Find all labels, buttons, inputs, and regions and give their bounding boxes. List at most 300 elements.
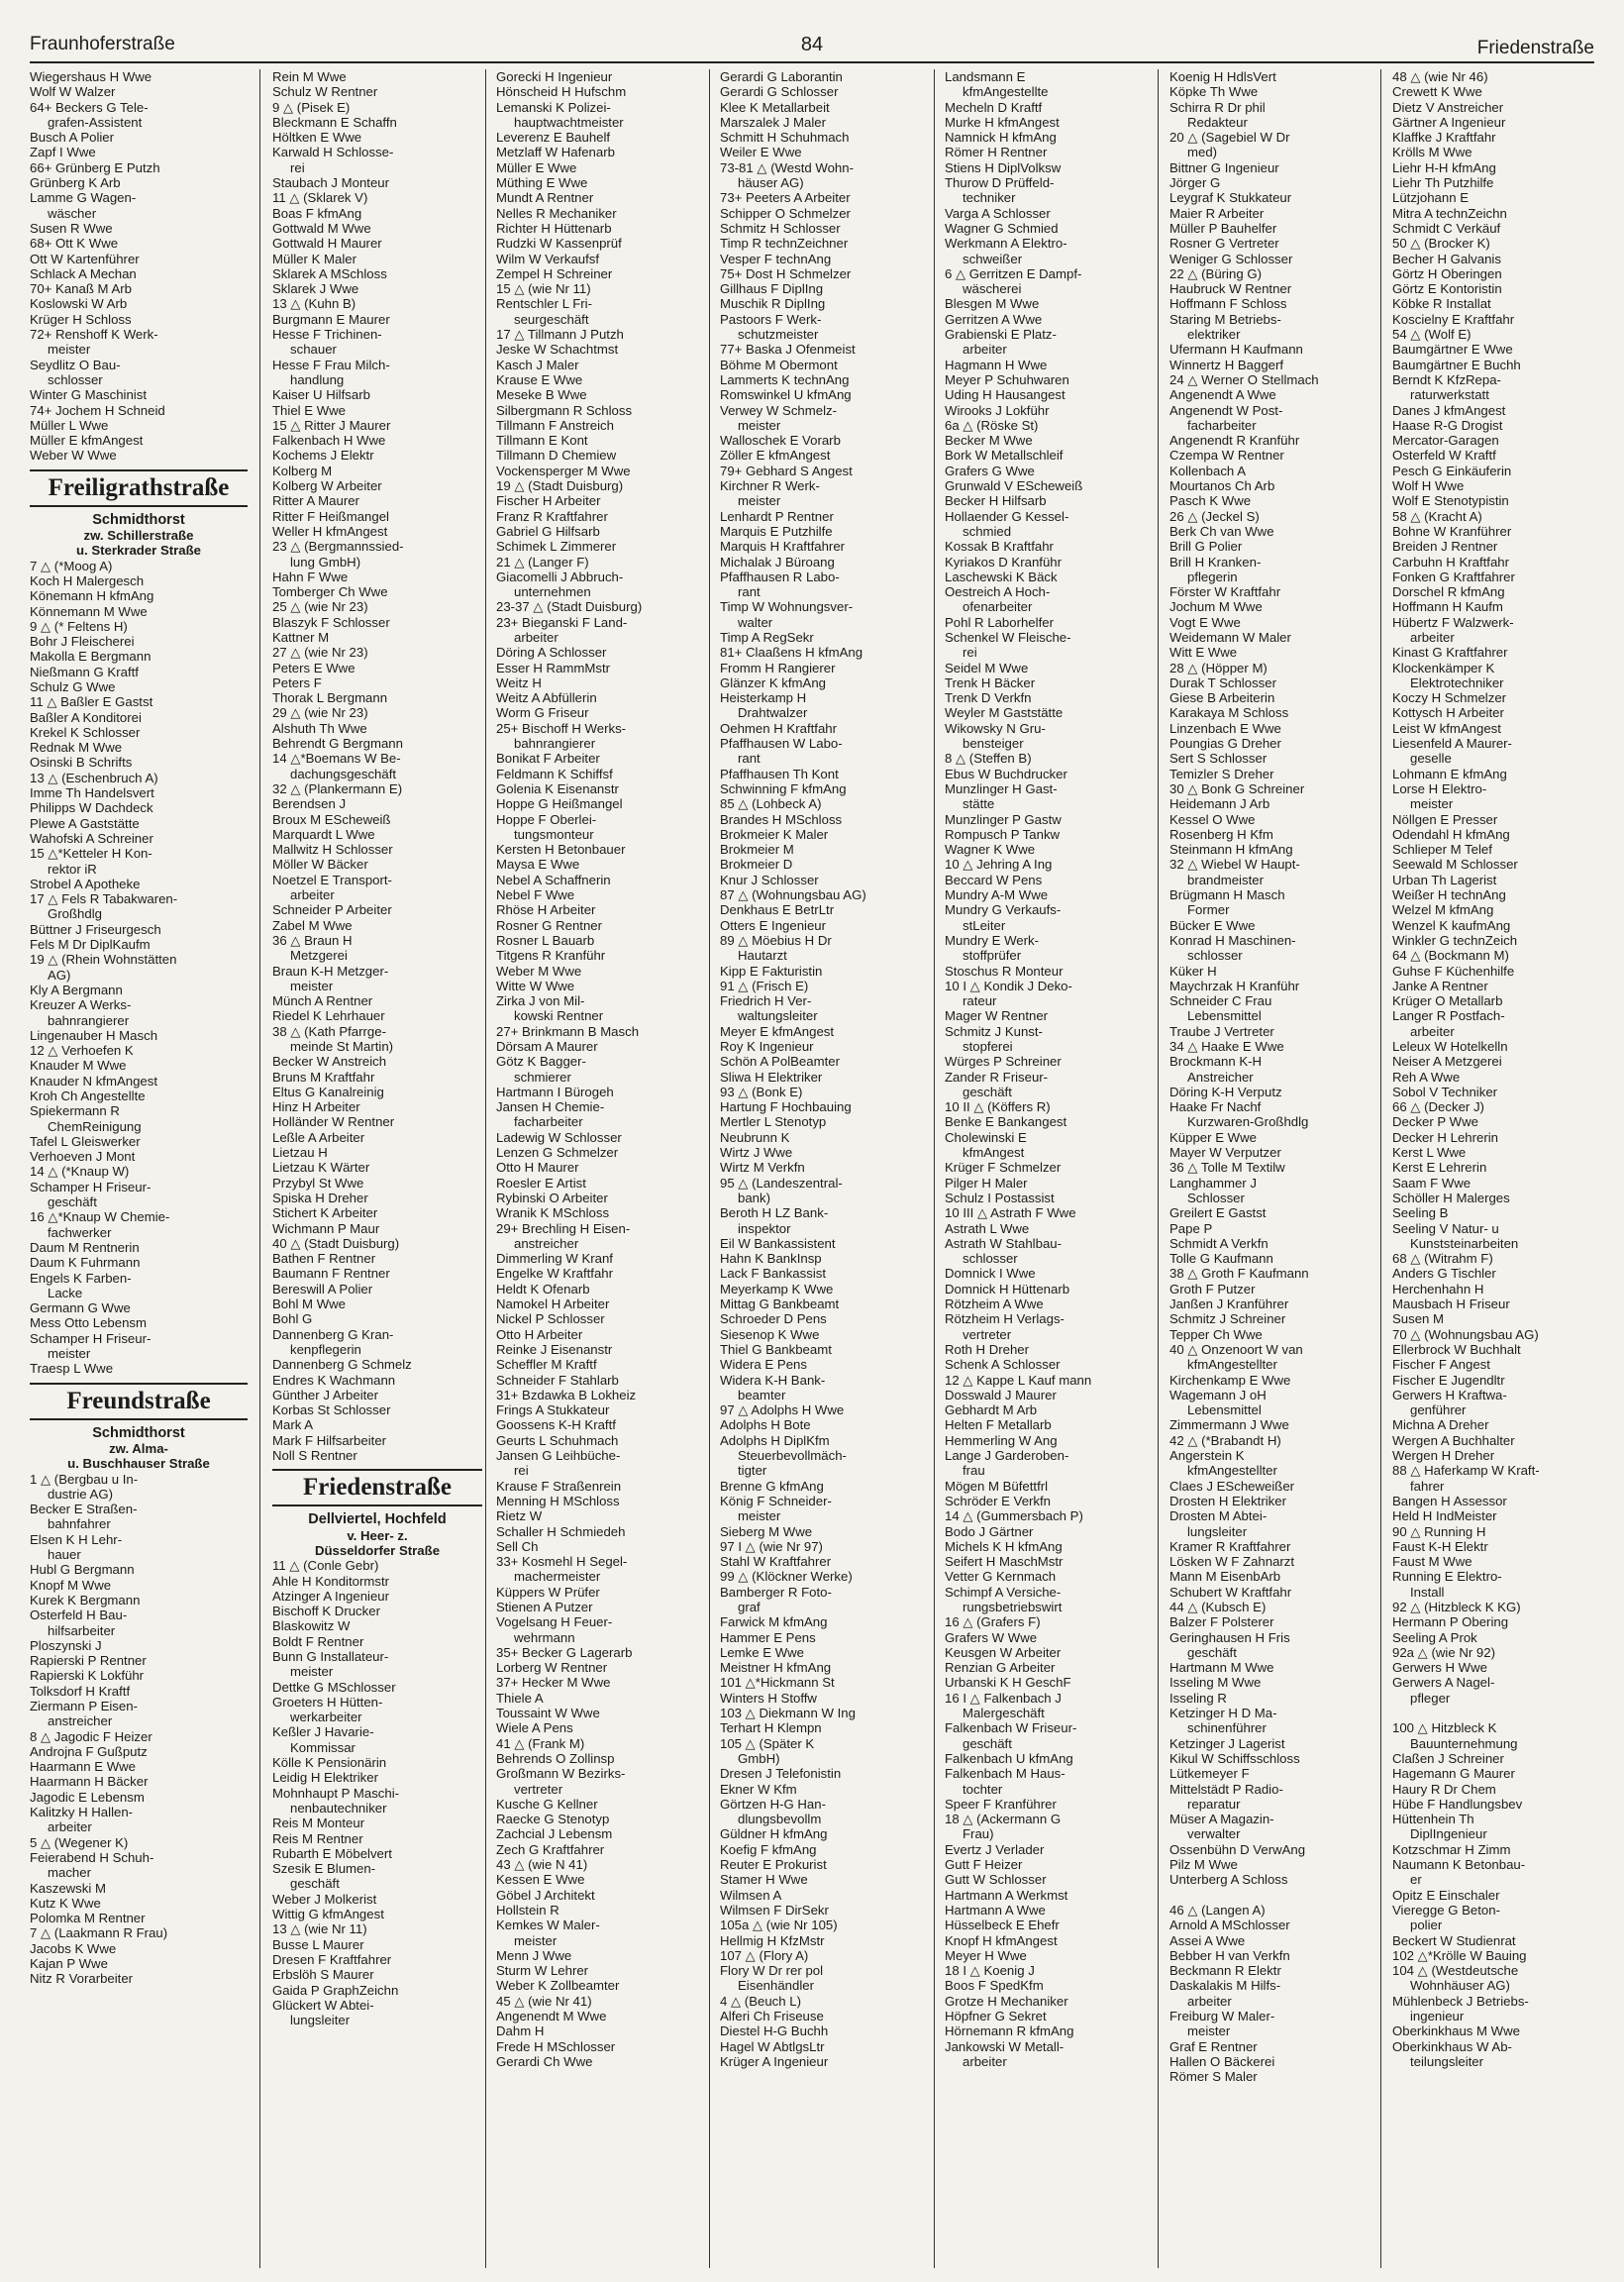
directory-entry: Lingenauber H Masch [30, 1027, 158, 1043]
directory-entry: Goossens K-H Kraftf [496, 1417, 616, 1433]
directory-entry: Grotze H Mechaniker [945, 1993, 1068, 2009]
directory-entry: Krause E Wwe [496, 371, 583, 387]
directory-entry: 25 △ (wie Nr 23) [272, 599, 368, 615]
directory-entry: Menning H MSchloss [496, 1493, 620, 1508]
directory-entry: Esser H RammMstr [496, 660, 611, 675]
directory-entry: 32 △ Wiebel W Haupt- [1169, 857, 1300, 873]
directory-entry: Friedrich H Ver- [720, 993, 812, 1009]
directory-entry-continuation: meister [1410, 796, 1454, 812]
directory-entry: 8 △ (Steffen B) [945, 751, 1032, 767]
directory-entry: 5 △ (Wegener K) [30, 1834, 129, 1850]
directory-entry: Lemke E Wwe [720, 1644, 805, 1660]
directory-entry: Seeling V Natur- u [1392, 1220, 1499, 1236]
directory-entry: Steinmann H kfmAng [1169, 842, 1293, 858]
directory-entry: Hallen O Bäckerei [1169, 2053, 1275, 2069]
directory-entry: Wolf W Walzer [30, 84, 116, 100]
directory-entry: Kreuzer A Werks- [30, 997, 132, 1013]
directory-entry-continuation: schinenführer [1187, 1720, 1267, 1736]
directory-entry-continuation: rei [963, 645, 977, 661]
directory-entry: 13 △ (Kuhn B) [272, 296, 356, 312]
directory-entry: 17 △ Fels R Tabakwaren- [30, 891, 178, 907]
directory-entry: Küker H [1169, 963, 1217, 979]
directory-entry: Schimek L Zimmerer [496, 539, 617, 555]
directory-entry: Frede H MSchlosser [496, 2038, 616, 2054]
directory-entry-continuation: genführer [1410, 1402, 1467, 1418]
directory-entry: Jacobs K Wwe [30, 1940, 117, 1956]
directory-entry: Engelke W Kraftfahr [496, 1266, 614, 1282]
directory-entry: Wergen A Buchhalter [1392, 1432, 1515, 1448]
directory-entry: Kotzschmar H Zimm [1392, 1841, 1511, 1857]
directory-entry: Kly A Bergmann [30, 982, 123, 997]
directory-entry: 72+ Renshoff K Werk- [30, 327, 158, 343]
directory-entry: Hartmann I Bürogeh [496, 1084, 614, 1099]
directory-entry: Traesp L Wwe [30, 1361, 114, 1377]
directory-entry: Bleckmann E Schaffn [272, 114, 397, 130]
directory-entry: Ladewig W Schlosser [496, 1129, 622, 1145]
directory-entry: 33+ Kosmehl H Segel- [496, 1554, 628, 1570]
directory-entry: Busch A Polier [30, 130, 115, 146]
directory-entry-continuation: kenpflegerin [290, 1341, 361, 1357]
directory-entry: Schmitz H Schlosser [720, 220, 841, 236]
directory-entry: Osterfeld W Kraftf [1392, 448, 1496, 464]
directory-entry: 81+ Claaßens H kfmAng [720, 645, 863, 661]
directory-entry: Golenia K Eisenanstr [496, 780, 619, 796]
directory-entry: Richter H Hüttenarb [496, 220, 612, 236]
directory-entry-continuation: Bauunternehmung [1410, 1735, 1518, 1751]
directory-entry: Glänzer K kfmAng [720, 674, 827, 690]
directory-entry: Schmitz J Schreiner [1169, 1311, 1286, 1327]
directory-entry: Weitz H [496, 674, 542, 690]
directory-entry: Liehr Th Putzhilfe [1392, 175, 1494, 191]
directory-entry: Feierabend H Schuh- [30, 1849, 154, 1865]
directory-entry-continuation: vertreter [963, 1326, 1012, 1342]
directory-entry-continuation: Großhdlg [48, 906, 102, 922]
directory-entry: 101 △*Hickmann St [720, 1675, 835, 1691]
directory-entry: Namokel H Arbeiter [496, 1297, 610, 1312]
directory-entry: Schulz W Rentner [272, 84, 378, 100]
directory-entry: Nöllgen E Presser [1392, 811, 1498, 827]
directory-entry: Makolla E Bergmann [30, 649, 152, 665]
directory-entry: 18 △ (Ackermann G [945, 1812, 1062, 1827]
directory-entry: Knopf H kfmAngest [945, 1932, 1058, 1948]
directory-entry: Ahle H Konditormstr [272, 1573, 389, 1589]
column-divider [1158, 69, 1159, 2268]
directory-entry: Beckmann R Elektr [1169, 1963, 1281, 1979]
directory-entry: Widera E Pens [720, 1357, 807, 1373]
directory-entry: Groeters H Hütten- [272, 1694, 383, 1710]
directory-entry-continuation: Kurzwaren-Großhdlg [1187, 1114, 1309, 1130]
column-divider [709, 69, 710, 2268]
directory-entry: Leidig H Elektriker [272, 1770, 379, 1786]
directory-entry: Michna A Dreher [1392, 1417, 1489, 1433]
directory-entry: Gorecki H Ingenieur [496, 69, 613, 84]
directory-entry-continuation: tochter [963, 1781, 1003, 1797]
directory-entry: Herchenhahn H [1392, 1281, 1484, 1297]
directory-entry [1392, 1706, 1604, 1720]
directory-entry: Haubruck W Rentner [1169, 281, 1292, 297]
directory-entry: Lammerts K technAng [720, 371, 850, 387]
directory-entry: Zander R Friseur- [945, 1069, 1049, 1085]
directory-entry: Tillmann E Kont [496, 433, 588, 449]
directory-entry: Krekel K Schlosser [30, 724, 141, 740]
directory-entry: Alshuth Th Wwe [272, 720, 367, 736]
directory-entry: 30 △ Bonk G Schreiner [1169, 780, 1305, 796]
directory-entry: Blesgen M Wwe [945, 296, 1040, 312]
directory-entry-continuation: stätte [963, 796, 995, 812]
directory-entry-continuation: fachwerker [48, 1224, 112, 1240]
directory-entry: Rednak M Wwe [30, 740, 123, 756]
directory-entry: Thiel G Bankbeamt [720, 1341, 832, 1357]
directory-entry-continuation: teilungsleiter [1410, 2053, 1484, 2069]
directory-entry: Koczy H Schmelzer [1392, 690, 1507, 706]
directory-entry: Falkenbach W Friseur- [945, 1720, 1077, 1736]
directory-entry: Vogelsang H Feuer- [496, 1614, 613, 1630]
directory-entry: Mundt A Rentner [496, 190, 594, 206]
directory-entry: Zirka J von Mil- [496, 993, 585, 1009]
directory-entry: Broux M EScheweiß [272, 811, 391, 827]
directory-entry: Isseling M Wwe [1169, 1675, 1262, 1691]
directory-entry: 48 △ (wie Nr 46) [1392, 69, 1488, 84]
directory-entry: Heidemann J Arb [1169, 796, 1270, 812]
directory-entry: Tillmann F Anstreich [496, 417, 614, 433]
directory-entry-continuation: bahnfahrer [48, 1516, 111, 1532]
directory-entry: Nickel P Schlosser [496, 1311, 605, 1327]
directory-entry: Dörsam A Maurer [496, 1039, 598, 1054]
directory-entry: Gebhardt M Arb [945, 1402, 1038, 1418]
directory-entry: Lamme G Wagen- [30, 190, 137, 206]
directory-entry: 28 △ (Höpper M) [1169, 660, 1268, 675]
directory-entry: Müller L Wwe [30, 417, 109, 433]
directory-entry: Erbslöh S Maurer [272, 1967, 374, 1983]
directory-entry: Daum M Rentnerin [30, 1239, 140, 1255]
directory-entry-continuation: kfmAngest [963, 1145, 1025, 1161]
directory-entry: Wolf H Wwe [1392, 478, 1465, 494]
directory-entry: Schön A PolBeamter [720, 1054, 840, 1070]
directory-entry: Keusgen W Arbeiter [945, 1644, 1062, 1660]
directory-entry: Pasch K Wwe [1169, 493, 1252, 509]
directory-entry-continuation: werkarbeiter [290, 1710, 362, 1725]
directory-entry: Uding H Hausangest [945, 387, 1066, 403]
directory-entry: Osterfeld H Bau- [30, 1608, 128, 1623]
directory-entry: Großmann W Bezirks- [496, 1766, 626, 1782]
directory-entry: Behrends O Zollinsp [496, 1750, 615, 1766]
directory-entry-continuation: polier [1410, 1918, 1443, 1933]
directory-entry: Kikul W Schiffsschloss [1169, 1750, 1300, 1766]
directory-entry: Jansen G Leihbüche- [496, 1448, 621, 1464]
directory-entry: Baumann F Rentner [272, 1266, 390, 1282]
directory-entry: Möller W Bäcker [272, 857, 368, 873]
directory-entry: Bathen F Rentner [272, 1251, 376, 1267]
directory-entry-continuation: kfmAngestellte [963, 84, 1049, 100]
directory-entry: Grabienski E Platz- [945, 327, 1057, 343]
directory-entry: Ketzinger H D Ma- [1169, 1706, 1277, 1721]
directory-entry: Reinke J Eisenanstr [496, 1341, 613, 1357]
directory-entry-continuation: meister [738, 417, 781, 433]
directory-entry: Spiekermann R [30, 1103, 120, 1119]
street-heading: Friedenstraße [272, 1469, 482, 1506]
street-range: zw. Schillerstraße [83, 528, 194, 544]
directory-entry: Zabel M Wwe [272, 917, 353, 933]
directory-entry: Weitz A Abfüllerin [496, 690, 597, 706]
directory-entry: Hinz H Arbeiter [272, 1099, 360, 1115]
directory-entry-continuation: stopferei [963, 1039, 1013, 1054]
directory-entry: Bohl M Wwe [272, 1297, 347, 1312]
directory-entry: Imme Th Handelsvert [30, 785, 154, 801]
directory-entry: Eltus G Kanalreinig [272, 1084, 384, 1099]
directory-entry: Rötzheim A Wwe [945, 1297, 1044, 1312]
directory-entry: Astrath W Stahlbau- [945, 1235, 1063, 1251]
directory-entry: Koscielny E Kraftfahr [1392, 311, 1515, 327]
directory-entry: 41 △ (Frank M) [496, 1735, 585, 1751]
directory-entry: Kerst E Lehrerin [1392, 1160, 1487, 1176]
directory-entry: Romswinkel U kfmAng [720, 387, 852, 403]
directory-entry-continuation: geschäft [1187, 1644, 1237, 1660]
directory-entry: Seidel M Wwe [945, 660, 1029, 675]
directory-entry-continuation: arbeiter [1410, 629, 1455, 645]
directory-entry: Stichert K Arbeiter [272, 1205, 378, 1221]
directory-entry: Schwinning F kfmAng [720, 780, 847, 796]
directory-entry: Siesenop K Wwe [720, 1326, 820, 1342]
directory-entry: Peters F [272, 674, 322, 690]
directory-entry: Jörger G [1169, 175, 1221, 191]
directory-entry: Claßen J Schreiner [1392, 1750, 1504, 1766]
directory-entry: Oestreich A Hoch- [945, 584, 1051, 600]
directory-entry: Sert S Schlosser [1169, 751, 1268, 767]
directory-entry: Eil W Bankassistent [720, 1235, 836, 1251]
directory-entry: Riedel K Lehrhauer [272, 1008, 385, 1024]
directory-entry: 36 △ Tolle M Textilw [1169, 1160, 1285, 1176]
directory-entry: Beckert W Studienrat [1392, 1932, 1516, 1948]
directory-entry-continuation: dustrie AG) [48, 1486, 113, 1502]
directory-entry: Leßle A Arbeiter [272, 1129, 365, 1145]
directory-entry: Ploszynski J [30, 1637, 102, 1653]
directory-entry: Schenkel W Fleische- [945, 629, 1071, 645]
directory-entry: 15 △*Ketteler H Kon- [30, 846, 152, 862]
directory-entry: Wilmsen A [720, 1887, 782, 1903]
directory-entry: Jochum M Wwe [1169, 599, 1263, 615]
directory-entry: Schneider C Frau [1169, 993, 1272, 1009]
directory-entry: Wilmsen F DirSekr [720, 1902, 829, 1918]
directory-entry: Oberkinkhaus M Wwe [1392, 2023, 1520, 2039]
directory-entry: Leist W kfmAngest [1392, 720, 1501, 736]
directory-entry: Meistner H kfmAng [720, 1660, 832, 1676]
directory-entry: Hüsselbeck E Ehefr [945, 1918, 1060, 1933]
directory-entry: Vetter G Kernmach [945, 1569, 1057, 1585]
directory-entry: Marquardt L Wwe [272, 826, 375, 842]
directory-entry-continuation: wehrmann [514, 1629, 575, 1645]
directory-entry: 12 △ Verhoefen K [30, 1043, 134, 1059]
directory-entry: Berndt K KfzRepa- [1392, 371, 1501, 387]
directory-entry: Thorak L Bergmann [272, 690, 388, 706]
directory-entry: Vesper F technAng [720, 251, 832, 266]
directory-entry: Munzlinger H Gast- [945, 780, 1058, 796]
directory-entry: Zech G Kraftfahrer [496, 1841, 605, 1857]
directory-entry: Rosner G Vertreter [1169, 236, 1279, 252]
directory-entry: Mertler L Stenotyp [720, 1114, 827, 1130]
directory-entry: Kasch J Maler [496, 357, 579, 372]
directory-entry: Zapf I Wwe [30, 145, 96, 160]
directory-entry-continuation: stoffprüfer [963, 948, 1022, 964]
directory-entry: Hörnemann R kfmAng [945, 2023, 1074, 2039]
directory-entry: Germann G Wwe [30, 1300, 131, 1316]
directory-entry-continuation: macher [48, 1865, 91, 1881]
directory-entry: Oehmen H Kraftfahr [720, 720, 838, 736]
directory-entry: Groth F Putzer [1169, 1281, 1256, 1297]
directory-entry: Hermann P Obering [1392, 1614, 1509, 1630]
directory-entry: Lenzen G Schmelzer [496, 1145, 619, 1161]
directory-entry: Hoffmann F Schloss [1169, 296, 1287, 312]
directory-entry: 75+ Dost H Schmelzer [720, 265, 852, 281]
directory-entry: 90 △ Running H [1392, 1523, 1486, 1539]
directory-entry: Noll S Rentner [272, 1448, 357, 1464]
directory-entry-continuation: Kommissar [290, 1739, 355, 1755]
directory-entry: Held H IndMeister [1392, 1508, 1497, 1524]
directory-entry: Wittig G kfmAngest [272, 1907, 384, 1922]
directory-entry: Verwey W Schmelz- [720, 402, 837, 418]
directory-entry-continuation: ingenieur [1410, 2009, 1465, 2023]
directory-entry: Jankowski W Metall- [945, 2038, 1065, 2054]
directory-entry: 10 △ Jehring A Ing [945, 857, 1053, 873]
directory-entry: Mitra A technZeichn [1392, 205, 1507, 221]
directory-entry: Klaffke J Kraftfahr [1392, 130, 1496, 146]
directory-entry: Kirchenkamp E Wwe [1169, 1372, 1291, 1388]
directory-entry: Faust K-H Elektr [1392, 1538, 1488, 1554]
directory-entry-continuation: bank) [738, 1190, 770, 1205]
directory-entry: 93 △ (Bonk E) [720, 1084, 803, 1099]
directory-entry: Raecke G Stenotyp [496, 1812, 610, 1827]
directory-entry: Kajan P Wwe [30, 1956, 108, 1972]
directory-entry: Dorschel R kfmAng [1392, 584, 1505, 600]
directory-entry: Sell Ch [496, 1538, 539, 1554]
directory-entry: Beroth H LZ Bank- [720, 1205, 829, 1221]
directory-entry: 16 △ (Grafers F) [945, 1614, 1041, 1630]
directory-entry: Rosenberg H Kfm [1169, 826, 1273, 842]
directory-entry: Fischer E Jugendltr [1392, 1372, 1505, 1388]
directory-entry: Döring A Schlosser [496, 645, 607, 661]
directory-entry: Meyer H Wwe [945, 1947, 1027, 1963]
directory-entry: Marquis H Kraftfahrer [720, 539, 846, 555]
directory-entry-continuation: Lebensmittel [1187, 1402, 1262, 1418]
directory-entry-continuation: Anstreicher [1187, 1069, 1254, 1085]
directory-entry-continuation: geschäft [290, 1876, 340, 1892]
directory-entry: Gerritzen A Wwe [945, 311, 1043, 327]
directory-entry-continuation: graf [738, 1599, 761, 1614]
directory-entry: Brokmeier D [720, 857, 793, 873]
directory-entry: Schmitt H Schuhmach [720, 130, 850, 146]
directory-entry: 70+ Kanaß M Arb [30, 281, 132, 297]
directory-entry-continuation: dachungsgeschäft [290, 766, 397, 781]
directory-entry: 11 △ Baßler E Gastst [30, 694, 153, 710]
directory-entry: 13 △ (wie Nr 11) [272, 1921, 367, 1937]
directory-entry: Traube J Vertreter [1169, 1023, 1274, 1039]
directory-entry: Ritter A Maurer [272, 493, 359, 509]
directory-entry: Knauder N kfmAngest [30, 1073, 158, 1089]
directory-entry: Tepper Ch Wwe [1169, 1326, 1263, 1342]
directory-entry-continuation: häuser AG) [738, 175, 804, 191]
directory-entry: Wergen H Dreher [1392, 1448, 1495, 1464]
directory-entry-continuation: unternehmen [514, 584, 591, 600]
directory-entry: Thiele A [496, 1690, 544, 1706]
directory-entry: Gerwers H Kraftwa- [1392, 1387, 1507, 1402]
directory-entry: 66 △ (Decker J) [1392, 1099, 1484, 1115]
directory-entry: Köpke Th Wwe [1169, 84, 1259, 100]
directory-column-5 [945, 69, 1159, 2268]
directory-entry: Przybyl St Wwe [272, 1175, 364, 1191]
directory-entry: Kessel O Wwe [1169, 811, 1256, 827]
directory-entry: Reuter E Prokurist [720, 1857, 827, 1873]
directory-entry: Müller K Maler [272, 251, 357, 266]
directory-entry: Krüger A Ingenieur [720, 2053, 829, 2069]
directory-entry: Hammer E Pens [720, 1629, 816, 1645]
directory-entry: Geringhausen H Fris [1169, 1629, 1290, 1645]
directory-entry: Bamberger R Foto- [720, 1584, 832, 1600]
directory-entry: 100 △ Hitzbleck K [1392, 1720, 1497, 1736]
column-divider [934, 69, 935, 2268]
directory-entry-continuation: schmied [963, 523, 1012, 539]
directory-entry: Weber K Zollbeamter [496, 1978, 620, 1994]
directory-entry: Kessen E Wwe [496, 1872, 585, 1888]
directory-entry: Keßler J Havarie- [272, 1724, 374, 1740]
directory-entry: Müller E kfmAngest [30, 433, 144, 449]
directory-entry: 64+ Beckers G Tele- [30, 99, 149, 115]
directory-entry: Becker E Straßen- [30, 1502, 138, 1517]
directory-entry: 11 △ (Conle Gebr) [272, 1558, 379, 1574]
directory-entry: Liesenfeld A Maurer- [1392, 736, 1512, 752]
directory-entry: Pilger H Maler [945, 1175, 1028, 1191]
directory-entry: Stiens H DiplVolksw [945, 159, 1062, 175]
directory-entry: Becher H Galvanis [1392, 251, 1501, 266]
directory-entry: 15 △ Ritter J Maurer [272, 417, 391, 433]
directory-entry: Otto H Maurer [496, 1160, 579, 1176]
directory-entry: Stamer H Wwe [720, 1872, 808, 1888]
directory-entry-continuation: geschäft [963, 1084, 1012, 1099]
directory-entry: Peters E Wwe [272, 660, 355, 675]
directory-entry: Spiska H Dreher [272, 1190, 368, 1205]
directory-entry: Wagemann J oH [1169, 1387, 1267, 1402]
directory-entry: Gabriel G Hilfsarb [496, 523, 600, 539]
directory-entry: Konrad H Maschinen- [1169, 932, 1296, 948]
directory-entry: Seeling A Prok [1392, 1629, 1477, 1645]
directory-entry: Müser A Magazin- [1169, 1812, 1274, 1827]
directory-entry: Tomberger Ch Wwe [272, 584, 388, 600]
directory-entry: Römer S Maler [1169, 2069, 1258, 2085]
directory-entry: 68 △ (Witrahm F) [1392, 1251, 1493, 1267]
directory-entry: 64 △ (Bockmann M) [1392, 948, 1509, 964]
directory-entry: Koefig F kfmAng [720, 1841, 817, 1857]
directory-entry: Karwald H Schlosse- [272, 145, 394, 160]
directory-entry: Osinski B Schrifts [30, 755, 133, 771]
directory-entry-continuation: Install [1410, 1584, 1445, 1600]
directory-entry: Angerstein K [1169, 1448, 1245, 1464]
directory-entry: Seewald M Schlosser [1392, 857, 1518, 873]
directory-entry: Schimpf A Versiche- [945, 1584, 1062, 1600]
directory-entry: Thurow D Prüffeld- [945, 175, 1055, 191]
directory-entry-continuation: Frau) [963, 1826, 994, 1842]
directory-entry: Münch A Rentner [272, 993, 373, 1009]
directory-entry: 35+ Becker G Lagerarb [496, 1644, 633, 1660]
directory-entry-continuation: rant [738, 751, 761, 767]
directory-column-1 [30, 69, 248, 2268]
directory-entry: Würges P Schreiner [945, 1054, 1062, 1070]
directory-entry: Weyler M Gaststätte [945, 705, 1064, 721]
directory-entry: Schenk A Schlosser [945, 1357, 1061, 1373]
directory-entry: Saam F Wwe [1392, 1175, 1472, 1191]
directory-entry-continuation: Kunststeinarbeiten [1410, 1235, 1519, 1251]
directory-entry: Schneider P Arbeiter [272, 902, 392, 918]
directory-entry: Bohr J Fleischerei [30, 634, 135, 650]
directory-entry: Nießmann G Kraftf [30, 664, 139, 679]
directory-entry: 73+ Peeters A Arbeiter [720, 190, 851, 206]
